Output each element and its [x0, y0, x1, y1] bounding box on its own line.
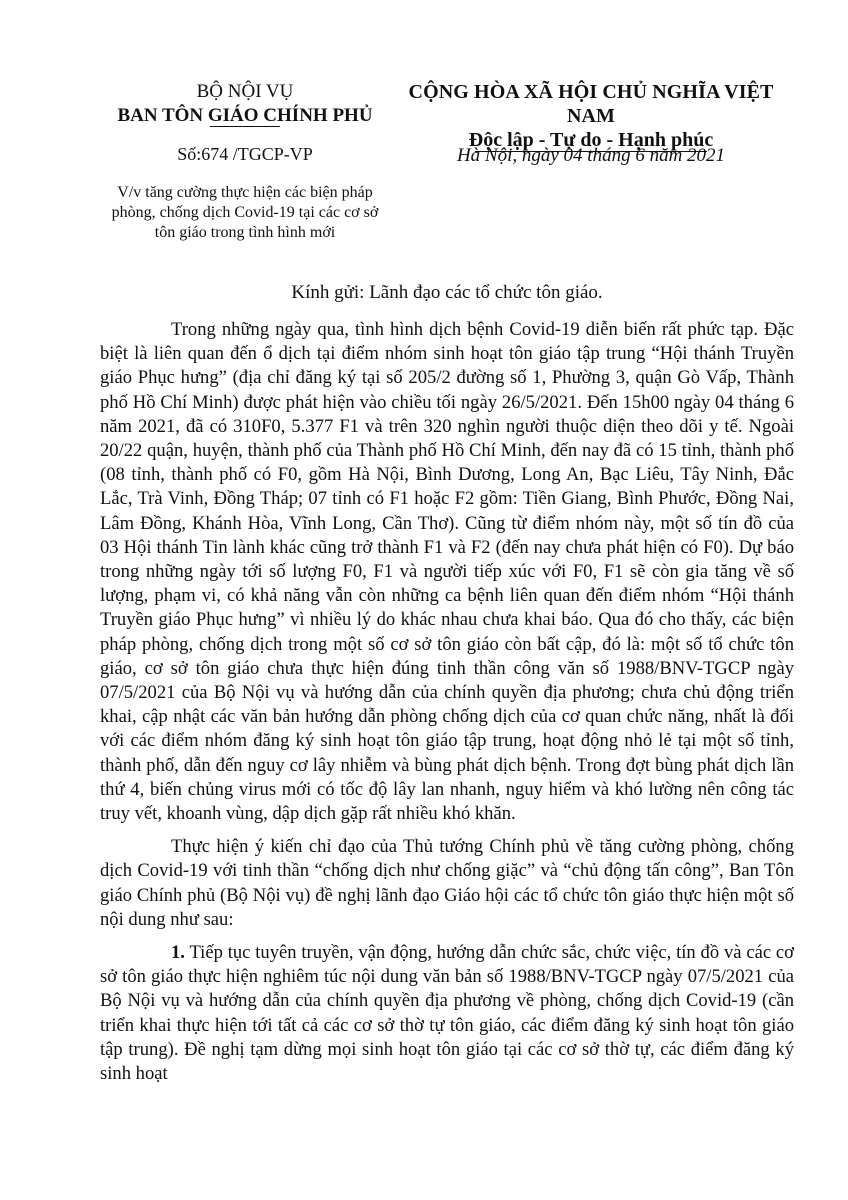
document-number — [100, 142, 390, 166]
document-number-prefix: Số: — [177, 144, 202, 164]
national-motto: Độc lập - Tự do - Hạnh phúc — [468, 129, 714, 151]
salutation: Kính gửi: Lãnh đạo các tổ chức tôn giáo. — [291, 282, 603, 303]
document-number-value: 674 — [201, 144, 229, 164]
republic-title: CỘNG HÒA XÃ HỘI CHỦ NGHĨA VIỆT NAM — [408, 81, 774, 127]
agency-underline — [210, 126, 280, 127]
document-body — [100, 318, 794, 1095]
item-number: 1. — [171, 942, 185, 964]
agency-name: BỘ NỘI VỤ — [196, 81, 294, 102]
body-paragraph: Thực hiện ý kiến chỉ đạo của Thủ tướng Chính phủ về tăng cường phòng, chống dịch Covid-19 với tinh thần “chống dịch như chống giặc” và “chủ động tấn công”, Ban Tôn giáo Chính phủ (Bộ Nội vụ) đề nghị lãnh đạo Giáo hội các tổ chức tôn giáo thực hiện một số nội dung như sau: — [100, 836, 794, 930]
document-subject: V/v tăng cường thực hiện các biện pháp phòng, chống dịch Covid-19 tại các cơ sở tôn giáo trong tình hình mới — [111, 184, 379, 241]
office-name: BAN TÔN GIÁO CHÍNH PHỦ — [117, 105, 373, 126]
item-text: Tiếp tục tuyên truyền, vận động, hướng dẫn chức sắc, chức việc, tín đồ và các cơ sở tôn giáo thực hiện nghiêm túc nội dung văn bản số 1988/BNV-TGCP ngày 07/5/2021 của Bộ Nội vụ và hướng dẫn của chính quyền địa phương về phòng, chống dịch Covid-19 (cần triển khai thực hiện tới tất cả các cơ sở thờ tự tôn giáo, các điểm đăng ký sinh hoạt tôn giáo tập trung). Đề nghị tạm dừng mọi sinh hoạt tôn giáo tại các cơ sở thờ tự, các điểm đăng ký sinh hoạt — [100, 942, 794, 1085]
document-date: Hà Nội, ngày 04 tháng 6 năm 2021 — [456, 145, 726, 166]
document-number-suffix: /TGCP-VP — [228, 144, 313, 164]
body-paragraph: Trong những ngày qua, tình hình dịch bệnh Covid-19 diễn biến rất phức tạp. Đặc biệt là liên quan đến ổ dịch tại điểm nhóm sinh hoạt tôn giáo tập trung “Hội thánh Truyền giáo Phục hưng” (địa chỉ đăng ký tại số 205/2 đường số 1, Phường 3, quận Gò Vấp, Thành phố Hồ Chí Minh) được phát hiện vào chiều tối ngày 26/5/2021. Đến 15h00 ngày 04 tháng 6 năm 2021, đã có 310F0, 5.377 F1 và trên 320 nghìn người thuộc diện theo dõi y tế. Ngoài 20/22 quận, huyện, thành phố của Thành phố Hồ Chí Minh, đến nay đã có 15 tỉnh, thành phố (08 tỉnh, thành phố có F0, gồm Hà Nội, Bình Dương, Long An, Bạc Liêu, Tây Ninh, Đắc Lắc, Trà Vinh, Đồng Tháp; 07 tỉnh có F1 hoặc F2 gồm: Tiền Giang, Bình Phước, Đồng Nai, Lâm Đồng, Khánh Hòa, Vĩnh Long, Cần Thơ). Cũng từ điểm nhóm này, một số tín đồ của 03 Hội thánh Tin lành khác cũng trở thành F1 và F2 (đến nay chưa phát hiện có F0). Dự báo trong những ngày tới số lượng F0, F1 và người tiếp xúc với F0, F1 sẽ còn gia tăng về số lượng, phạm vi, có khả năng vẫn còn những ca bệnh liên quan đến điểm nhóm “Hội thánh Truyền giáo Phục hưng” vì nhiều lý do khác nhau chưa khai báo. Qua đó cho thấy, các biện pháp phòng, chống dịch trong một số cơ sở tôn giáo còn bất cập, đó là: một số tổ chức tôn giáo, cơ sở tôn giáo chưa thực hiện đúng tinh thần công văn số 1988/BNV-TGCP ngày 07/5/2021 của Bộ Nội vụ và hướng dẫn của chính quyền địa phương; chưa chủ động triển khai, cập nhật các văn bản hướng dẫn phòng chống dịch của cơ quan chức năng, nhất là đối với các điểm nhóm đăng ký sinh hoạt tôn giáo tập trung, hoạt động nhỏ lẻ tại một số tỉnh, thành phố, dẫn đến nguy cơ lây nhiễm và bùng phát dịch bệnh. Trong đợt bùng phát dịch lần thứ 4, biến chủng virus mới có tốc độ lây lan nhanh, nguy hiểm và khó lường nên công tác truy vết, khoanh vùng, dập dịch gặp rất nhiều khó khăn. — [100, 319, 794, 825]
body-paragraph-numbered — [100, 941, 794, 1086]
issuing-agency-block — [100, 80, 390, 129]
national-title-block — [392, 80, 790, 153]
